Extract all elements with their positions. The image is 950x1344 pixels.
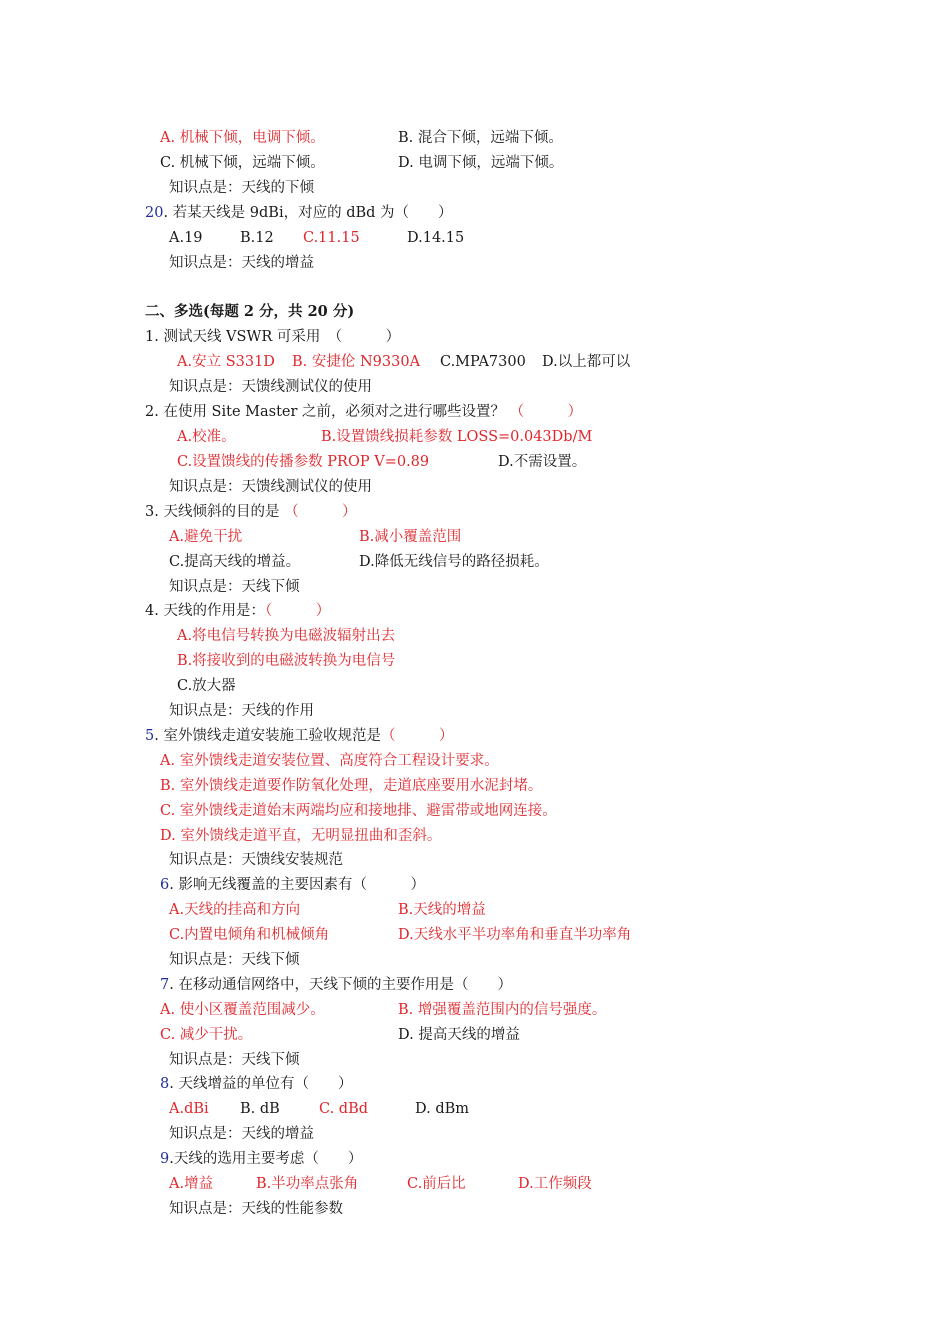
m6-option-d: D.天线水平半功率角和垂直半功率角 — [398, 927, 632, 943]
m3-option-d: D.降低无线信号的路径损耗。 — [359, 554, 549, 570]
m2-question — [145, 402, 582, 422]
q20-option-c: C.11.15 — [303, 230, 360, 246]
m4-text: 4. 天线的作用是： — [145, 603, 265, 619]
m2-knowledge-point: 知识点是：天馈线测试仪的使用 — [169, 479, 372, 495]
m7-option-d: D. 提高天线的增益 — [398, 1027, 520, 1043]
m2-option-d: D.不需设置。 — [498, 454, 587, 470]
m3-answer-paren: （ ） — [284, 504, 357, 520]
m9-option-c: C.前后比 — [407, 1176, 466, 1192]
m7-option-c: C. 减少干扰。 — [160, 1027, 253, 1043]
q20-option-a: A.19 — [169, 230, 203, 246]
m4-option-b: B.将接收到的电磁波转换为电信号 — [177, 653, 396, 669]
m8-number: 8 — [160, 1076, 170, 1092]
m1-option-c: C.MPA7300 — [440, 354, 526, 370]
q20-option-d: D.14.15 — [407, 230, 465, 246]
m6-knowledge-point: 知识点是：天线下倾 — [169, 952, 300, 968]
q20-text: . 若某天线是 9dBi，对应的 dBd 为（ ） — [163, 205, 453, 221]
section-heading-multiple-choice: 二、多选(每题 2 分，共 20 分) — [145, 303, 355, 320]
q19-knowledge-point: 知识点是：天线的下倾 — [169, 180, 314, 196]
m2-option-b: B.设置馈线损耗参数 LOSS=0.043Db/M — [321, 429, 593, 445]
m1-option-a: A.安立 S331D — [177, 354, 275, 370]
m9-option-d: D.工作频段 — [518, 1176, 592, 1192]
m6-option-c: C.内置电倾角和机械倾角 — [169, 927, 330, 943]
m5-text: . 室外馈线走道安装施工验收规范是 — [154, 728, 381, 744]
m9-question — [160, 1149, 362, 1169]
m7-number: 7 — [160, 977, 170, 993]
m2-answer-paren: （ ） — [509, 404, 583, 420]
m3-option-b: B.减小覆盖范围 — [359, 529, 462, 545]
m1-question: 1. 测试天线 VSWR 可采用 （ ） — [145, 329, 401, 345]
m1-knowledge-point: 知识点是：天馈线测试仪的使用 — [169, 379, 372, 395]
m9-knowledge-point: 知识点是：天线的性能参数 — [169, 1201, 343, 1217]
m8-option-a: A.dBi — [169, 1101, 209, 1117]
m7-knowledge-point: 知识点是：天线下倾 — [169, 1052, 300, 1068]
m3-option-c: C.提高天线的增益。 — [169, 554, 301, 570]
m9-option-a: A.增益 — [169, 1176, 214, 1192]
m4-question — [145, 601, 330, 621]
m4-knowledge-point: 知识点是：天线的作用 — [169, 703, 314, 719]
m3-knowledge-point: 知识点是：天线下倾 — [169, 579, 300, 595]
m4-answer-paren: （ ） — [264, 603, 331, 619]
m1-option-b: B. 安捷伦 N9330A — [292, 354, 421, 370]
m5-knowledge-point: 知识点是：天馈线安装规范 — [169, 852, 343, 868]
m4-option-a: A.将电信号转换为电磁波辐射出去 — [177, 628, 396, 644]
m5-answer-paren: （ ） — [380, 728, 454, 744]
m1-option-d: D.以上都可以 — [542, 354, 631, 370]
m5-option-a: A. 室外馈线走道安装位置、高度符合工程设计要求。 — [160, 753, 499, 769]
m5-option-c: C. 室外馈线走道始末两端均应和接地排、避雷带或地网连接。 — [160, 803, 557, 819]
m2-option-c: C.设置馈线的传播参数 PROP V=0.89 — [177, 454, 430, 470]
m3-option-a: A.避免干扰 — [169, 529, 243, 545]
q19-option-b: B. 混合下倾，远端下倾。 — [398, 130, 563, 146]
m9-text: .天线的选用主要考虑（ ） — [169, 1151, 363, 1167]
m6-question — [160, 875, 425, 895]
m6-number: 6 — [160, 877, 170, 893]
q19-option-c: C. 机械下倾，远端下倾。 — [160, 155, 325, 171]
m3-question — [145, 502, 357, 522]
m2-option-a: A.校准。 — [177, 429, 236, 445]
m7-question — [160, 975, 512, 995]
m3-text: 3. 天线倾斜的目的是 — [145, 504, 280, 520]
m6-text: . 影响无线覆盖的主要因素有（ ） — [169, 877, 425, 893]
m6-option-a: A.天线的挂高和方向 — [169, 902, 301, 918]
m5-question — [145, 726, 453, 746]
m7-option-a: A. 使小区覆盖范围减少。 — [160, 1002, 325, 1018]
m6-option-b: B.天线的增益 — [398, 902, 486, 918]
m8-knowledge-point: 知识点是：天线的增益 — [169, 1126, 314, 1142]
q19-option-d: D. 电调下倾，远端下倾。 — [398, 155, 564, 171]
m8-question — [160, 1074, 352, 1094]
m7-text: . 在移动通信网络中，天线下倾的主要作用是（ ） — [169, 977, 512, 993]
m2-text: 2. 在使用 Site Master 之前，必须对之进行哪些设置？ — [145, 404, 506, 420]
m9-option-b: B.半功率点张角 — [256, 1176, 359, 1192]
q20-question — [145, 203, 453, 223]
m8-option-b: B. dB — [240, 1101, 280, 1117]
m5-number: 5 — [145, 728, 155, 744]
m5-option-d: D. 室外馈线走道平直，无明显扭曲和歪斜。 — [160, 828, 442, 844]
m8-text: . 天线增益的单位有（ ） — [169, 1076, 353, 1092]
q20-number: 20 — [145, 205, 164, 221]
q20-option-b: B.12 — [240, 230, 274, 246]
m7-option-b: B. 增强覆盖范围内的信号强度。 — [398, 1002, 607, 1018]
m4-option-c: C.放大器 — [177, 678, 236, 694]
m5-option-b: B. 室外馈线走道要作防氧化处理，走道底座要用水泥封堵。 — [160, 778, 543, 794]
m9-number: 9 — [160, 1151, 170, 1167]
q19-option-a: A. 机械下倾，电调下倾。 — [160, 130, 325, 146]
q20-knowledge-point: 知识点是：天线的增益 — [169, 255, 314, 271]
m8-option-d: D. dBm — [415, 1101, 470, 1117]
m8-option-c: C. dBd — [319, 1101, 369, 1117]
